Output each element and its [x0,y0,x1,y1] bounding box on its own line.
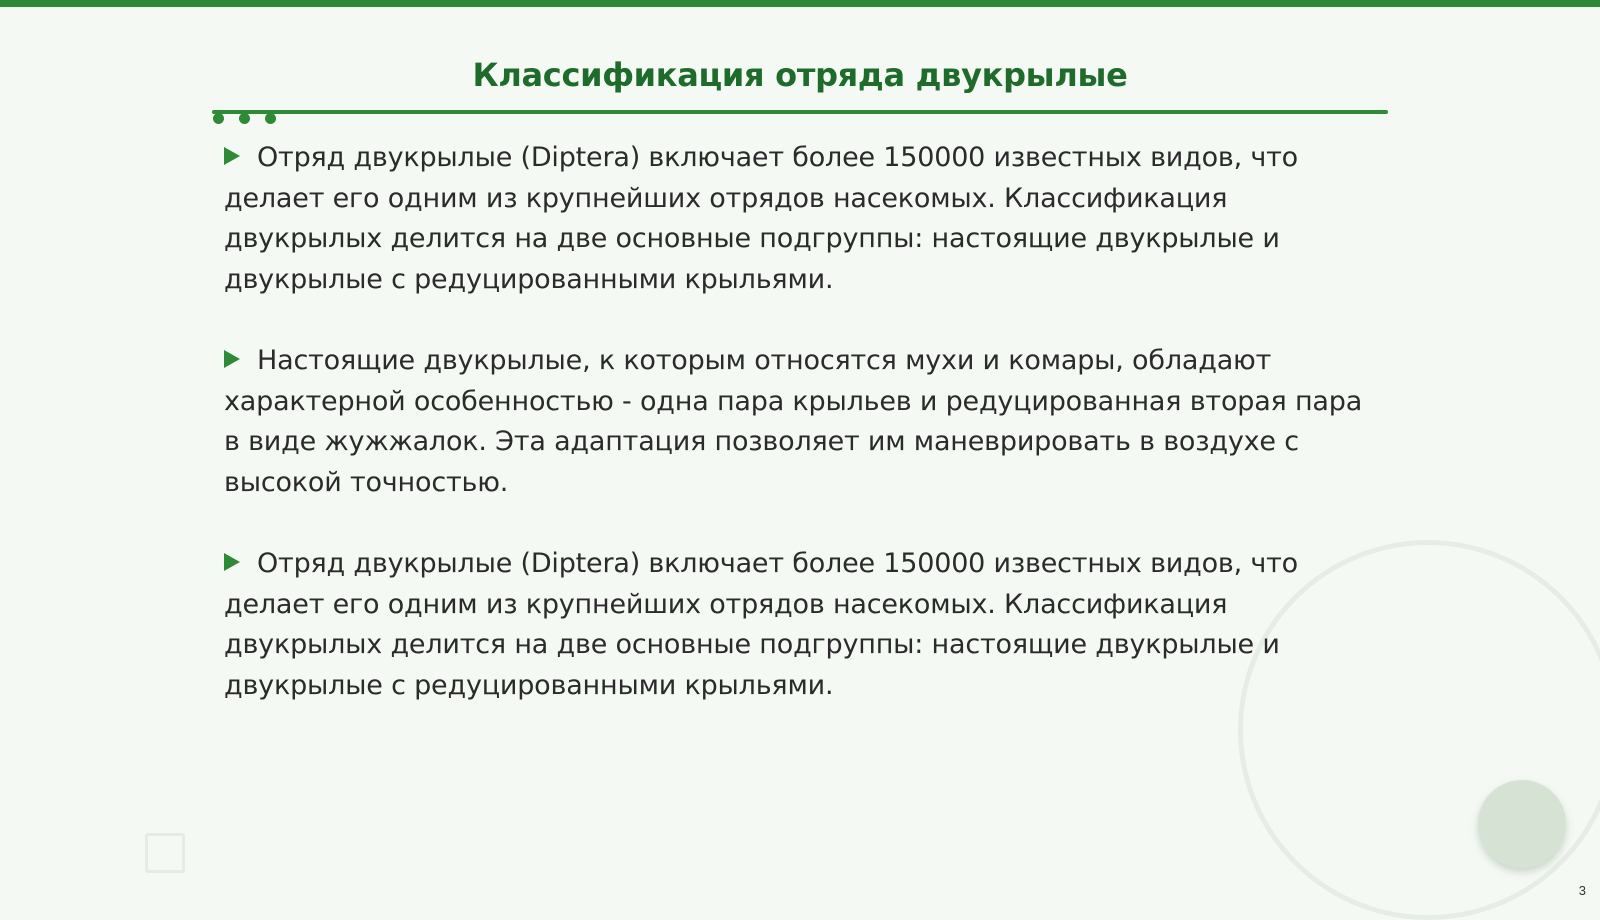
paragraph-text: Отряд двукрылые (Diptera) включает более 150000 известных видов, что делает его одним из крупнейших отрядов насекомых. Классификация двукрылых делится на две основные подгруппы: настоящие двукрылые и двукрылые с редуцированными крыльями. [224,142,1298,295]
bullet-paragraph [224,138,1374,300]
triangle-right-icon [224,350,240,368]
bullet-paragraph [224,544,1374,706]
top-accent-bar [0,0,1600,7]
decor-dot [239,113,250,124]
decorative-square-outline [145,833,185,873]
paragraph-text: Настоящие двукрылые, к которым относятся мухи и комары, обладают характерной особенностью - одна пара крыльев и редуцированная вторая пара в виде жужжалок. Эта адаптация позволяет им маневрировать в воздухе с высокой точностью. [224,345,1363,498]
decorative-circle-filled [1478,780,1566,868]
triangle-right-icon [224,553,240,571]
triangle-right-icon [224,147,240,165]
slide-body [224,138,1374,747]
page-number: 3 [1578,883,1586,898]
decor-dot [265,113,276,124]
bullet-paragraph [224,341,1374,503]
decor-dot [213,113,224,124]
paragraph-text: Отряд двукрылые (Diptera) включает более 150000 известных видов, что делает его одним из крупнейших отрядов насекомых. Классификация двукрылых делится на две основные подгруппы: настоящие двукрылые и двукрылые с редуцированными крыльями. [224,548,1298,701]
title-underline [212,110,1388,114]
slide-title: Классификация отряда двукрылые [472,56,1128,94]
